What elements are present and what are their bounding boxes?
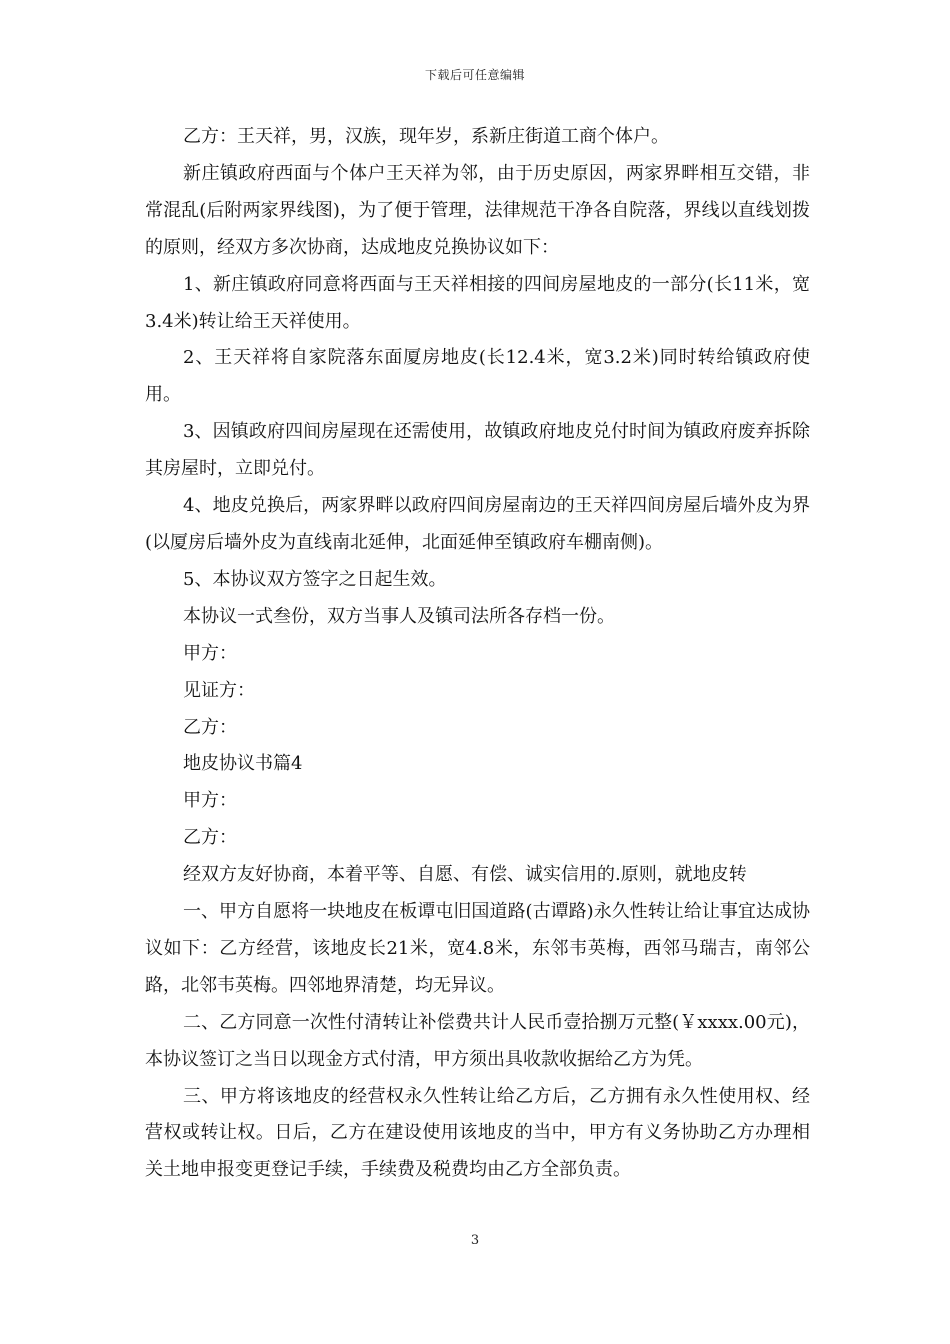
paragraph-clause-3: 3、因镇政府四间房屋现在还需使用，故镇政府地皮兑付时间为镇政府废弃拆除其房屋时，立即兑付。	[145, 421, 810, 480]
paragraph-article-2: 二、乙方同意一次性付清转让补偿费共计人民币壹拾捌万元整(￥xxxx.00元)，本协议签订之当日以现金方式付清，甲方须出具收款收据给乙方为凭。	[145, 1011, 810, 1070]
signature-party-a: 甲方：	[183, 642, 237, 664]
paragraph-background: 新庄镇政府西面与个体户王天祥为邻，由于历史原因，两家界畔相互交错，非常混乱(后附两家界线图)，为了便于管理，法律规范干净各自院落，界线以直线划拨的原则，经双方多次协商，达成地皮兑换协议如下：	[145, 162, 810, 258]
signature-witness: 见证方：	[183, 679, 255, 701]
section-party-b: 乙方：	[183, 827, 237, 849]
paragraph-clause-2: 2、王天祥将自家院落东面厦房地皮(长12.4米，宽3.2米)同时转给镇政府使用。	[145, 347, 810, 406]
paragraph-article-1: 一、甲方自愿将一块地皮在板谭屯旧国道路(古谭路)永久性转让给让事宜达成协议如下：乙方经营，该地皮长21米，宽4.8米，东邻韦英梅，西邻马瑞吉，南邻公路，北邻韦英梅。四邻地界清楚，均无异议。	[145, 901, 810, 996]
paragraph-negotiation: 经双方友好协商，本着平等、自愿、有偿、诚实信用的.原则，就地皮转	[183, 864, 747, 886]
page-number: 3	[470, 1233, 480, 1248]
paragraph-article-3: 三、甲方将该地皮的经营权永久性转让给乙方后，乙方拥有永久性使用权、经营权或转让权。日后，乙方在建设使用该地皮的当中，甲方有义务协助乙方办理相关土地申报变更登记手续，手续费及税费均由乙方全部负责。	[145, 1085, 810, 1181]
document-body	[145, 119, 810, 1189]
paragraph-party-b-intro: 乙方：王天祥，男，汉族，现年岁，系新庄街道工商个体户。	[183, 126, 669, 147]
section-party-a: 甲方：	[183, 790, 237, 812]
paragraph-clause-1: 1、新庄镇政府同意将西面与王天祥相接的四间房屋地皮的一部分(长11米，宽3.4米)转让给王天祥使用。	[145, 273, 810, 332]
paragraph-clause-5: 5、本协议双方签字之日起生效。	[183, 568, 447, 590]
page-header: 下载后可任意编辑	[424, 68, 525, 82]
signature-party-b: 乙方：	[183, 716, 237, 738]
paragraph-copies: 本协议一式叁份，双方当事人及镇司法所各存档一份。	[183, 605, 615, 627]
paragraph-clause-4: 4、地皮兑换后，两家界畔以政府四间房屋南边的王天祥四间房屋后墙外皮为界(以厦房后墙外皮为直线南北延伸，北面延伸至镇政府车棚南侧)。	[145, 495, 810, 553]
section-title: 地皮协议书篇4	[183, 753, 303, 775]
